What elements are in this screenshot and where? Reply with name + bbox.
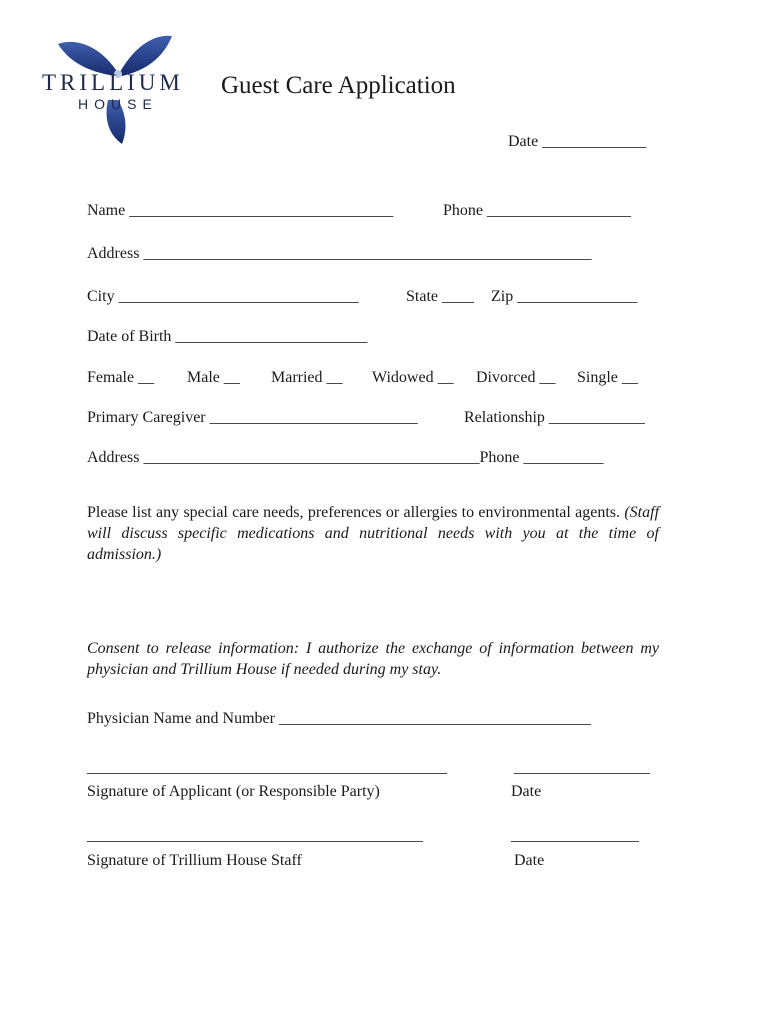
city-field[interactable]: City ______________________________ <box>87 288 359 305</box>
male-checkbox[interactable]: Male __ <box>187 369 240 386</box>
staff-signature-label: Signature of Trillium House Staff <box>87 852 302 869</box>
phone-field[interactable]: Phone __________________ <box>443 202 631 219</box>
married-checkbox[interactable]: Married __ <box>271 369 343 386</box>
primary-caregiver-field[interactable]: Primary Caregiver __________________________ <box>87 409 418 426</box>
applicant-date-label: Date <box>511 783 542 800</box>
widowed-checkbox[interactable]: Widowed __ <box>372 369 454 386</box>
female-checkbox[interactable]: Female __ <box>87 369 155 386</box>
applicant-date-line[interactable]: _________________ <box>514 759 650 776</box>
staff-date-line[interactable]: ________________ <box>511 827 639 844</box>
single-checkbox[interactable]: Single __ <box>577 369 638 386</box>
divorced-checkbox[interactable]: Divorced __ <box>476 369 556 386</box>
form-title: Guest Care Application <box>221 72 456 99</box>
special-needs-prompt: Please list any special care needs, preferences or allergies to environmental agents. <box>87 504 621 521</box>
logo-word-house: HOUSE <box>78 96 158 112</box>
address-field[interactable]: Address ________________________________________________________ <box>87 245 592 262</box>
applicant-signature-label: Signature of Applicant (or Responsible Party) <box>87 783 380 800</box>
name-field[interactable]: Name _________________________________ <box>87 202 394 219</box>
logo-word-trillium: TRILLIUM <box>42 70 184 95</box>
applicant-signature-line[interactable]: _____________________________________________ <box>87 759 447 776</box>
physician-field[interactable]: Physician Name and Number _______________________________________ <box>87 710 591 727</box>
zip-field[interactable]: Zip _______________ <box>491 288 638 305</box>
relationship-field[interactable]: Relationship ____________ <box>464 409 645 426</box>
trillium-house-logo <box>38 30 198 150</box>
staff-date-label: Date <box>514 852 545 869</box>
date-of-birth-field[interactable]: Date of Birth ________________________ <box>87 328 368 345</box>
special-needs-note: (Staff will discuss specific medications and nutritional needs with you at the time of admission.) <box>87 504 660 563</box>
special-needs-text <box>87 502 659 565</box>
state-field[interactable]: State ____ <box>406 288 474 305</box>
staff-signature-line[interactable]: __________________________________________ <box>87 827 423 844</box>
consent-text: Consent to release information: I authorize the exchange of information between my physician and Trillium House if needed during my stay. <box>87 640 659 678</box>
date-field[interactable]: Date _____________ <box>508 133 647 150</box>
caregiver-address-field[interactable]: Address __________________________________________Phone __________ <box>87 449 604 466</box>
